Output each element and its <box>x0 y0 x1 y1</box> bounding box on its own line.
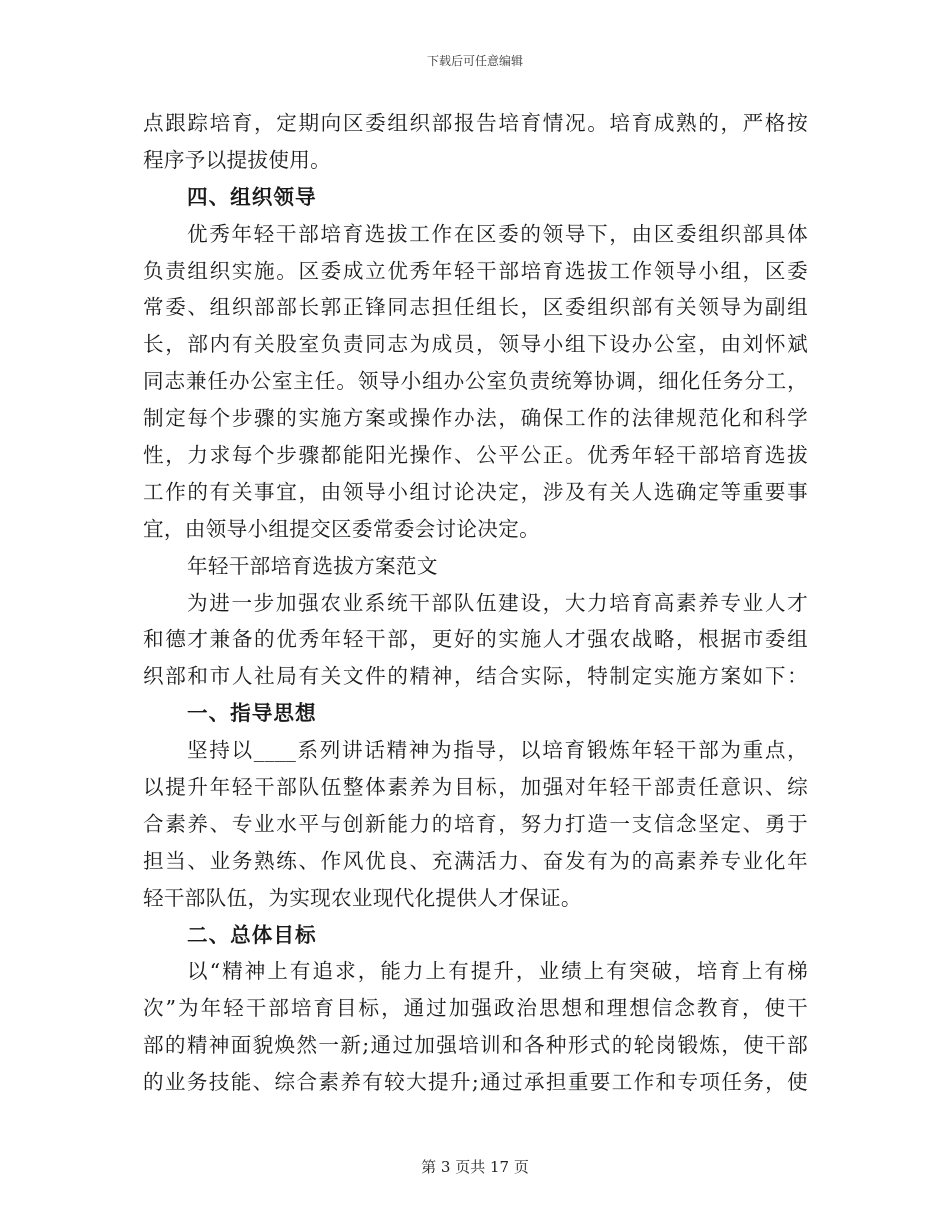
body-text-line: 担当、业务熟练、作风优良、充满活力、奋发有为的高素养专业化年 <box>143 848 808 873</box>
body-text-line: 制定每个步骤的实施方案或操作办法，确保工作的法律规范化和科学 <box>143 406 808 431</box>
page-header-note: 下载后可任意编辑 <box>426 54 523 68</box>
document-body <box>143 105 808 1101</box>
section-heading: 一、指导思想 <box>187 701 317 726</box>
body-text-line: 工作的有关事宜，由领导小组讨论决定，涉及有关人选确定等重要事 <box>143 479 808 504</box>
body-text-line: 宜，由领导小组提交区委常委会讨论决定。 <box>143 516 540 541</box>
body-text-line: 常委、组织部部长郭正锋同志担任组长，区委组织部有关领导为副组 <box>143 295 808 320</box>
body-text-line: 以提升年轻干部队伍整体素养为目标，加强对年轻干部责任意识、综 <box>143 775 808 800</box>
body-text-line: 优秀年轻干部培育选拔工作在区委的领导下，由区委组织部具体 <box>187 221 808 246</box>
body-text-line: 坚持以____系列讲话精神为指导，以培育锻炼年轻干部为重点， <box>187 738 808 763</box>
body-text-line: 性，力求每个步骤都能阳光操作、公平公正。优秀年轻干部培育选拔 <box>143 443 808 468</box>
body-text-line: 负责组织实施。区委成立优秀年轻干部培育选拔工作领导小组，区委 <box>143 258 808 283</box>
body-text-line: 为进一步加强农业系统干部队伍建设，大力培育高素养专业人才 <box>187 590 808 615</box>
body-text-line: 点跟踪培育，定期向区委组织部报告培育情况。培育成熟的，严格按 <box>143 111 808 135</box>
section-heading: 四、组织领导 <box>187 184 317 209</box>
body-text-line: 轻干部队伍，为实现农业现代化提供人才保证。 <box>143 885 582 910</box>
body-text-line: 长，部内有关股室负责同志为成员，领导小组下设办公室，由刘怀斌 <box>143 332 808 357</box>
body-text-line: 次”为年轻干部培育目标，通过加强政治思想和理想信念教育，使干 <box>143 996 808 1021</box>
body-text-line: 和德才兼备的优秀年轻干部，更好的实施人才强农战略，根据市委组 <box>143 627 808 652</box>
body-text-line: 同志兼任办公室主任。领导小组办公室负责统筹协调，细化任务分工， <box>143 369 808 394</box>
body-text-line: 织部和市人社局有关文件的精神，结合实际，特制定实施方案如下： <box>143 664 808 689</box>
section-heading: 二、总体目标 <box>187 922 317 947</box>
body-text-line: 以“精神上有追求，能力上有提升，业绩上有突破，培育上有梯 <box>187 959 808 984</box>
body-text-line: 的业务技能、综合素养有较大提升;通过承担重要工作和专项任务，使 <box>143 1070 808 1095</box>
body-text-line: 年轻干部培育选拔方案范文 <box>187 553 438 578</box>
body-text-line: 部的精神面貌焕然一新;通过加强培训和各种形式的轮岗锻炼，使干部 <box>143 1033 808 1058</box>
body-text-line: 程序予以提拔使用。 <box>143 147 332 172</box>
page-number-footer: 第 3 页共 17 页 <box>421 1158 529 1176</box>
body-text-line: 合素养、专业水平与创新能力的培育，努力打造一支信念坚定、勇于 <box>143 811 808 836</box>
